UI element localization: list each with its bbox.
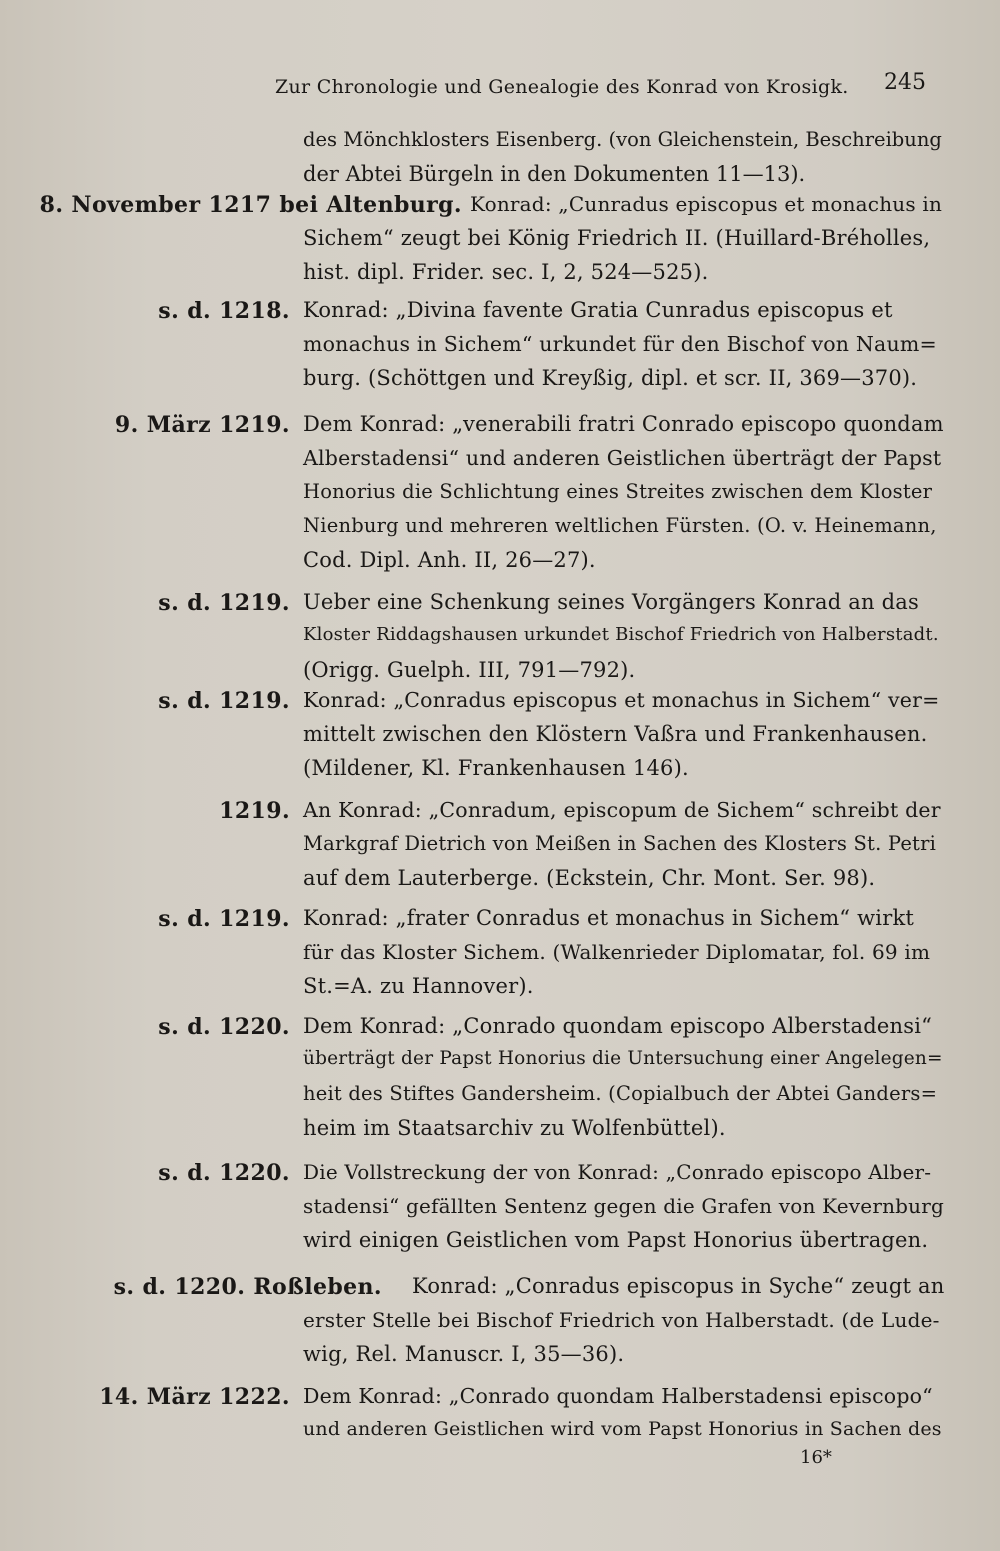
entry-text-line: Ueber eine Schenkung seines Vorgängers Konrad an das xyxy=(303,590,919,614)
entry-date: s. d. 1220. xyxy=(158,1014,290,1040)
entry-text-line: erster Stelle bei Bischof Friedrich von Halberstadt. (de Lude- xyxy=(303,1308,940,1332)
entry-text-line: Kloster Riddagshausen urkundet Bischof Friedrich von Halberstadt. xyxy=(303,624,939,645)
entry-text-line: Cod. Dipl. Anh. II, 26—27). xyxy=(303,548,596,572)
entry-date: s. d. 1219. xyxy=(158,590,290,616)
entry-text-line: Sichem“ zeugt bei König Friedrich II. (Huillard-Bréholles, xyxy=(303,226,931,250)
entry-text-line: Konrad: „frater Conradus et monachus in Sichem“ wirkt xyxy=(303,906,915,930)
text-line: der Abtei Bürgeln in den Dokumenten 11—13). xyxy=(303,162,806,186)
entry-text-line: Konrad: „Conradus episcopus et monachus in Sichem“ ver= xyxy=(303,688,940,712)
entry-text-line: wig, Rel. Manuscr. I, 35—36). xyxy=(303,1342,625,1366)
running-title: Zur Chronologie und Genealogie des Konrad von Krosigk. xyxy=(275,76,849,98)
running-header xyxy=(0,70,1000,110)
entry-text-line: Dem Konrad: „Conrado quondam episcopo Alberstadensi“ xyxy=(303,1014,933,1038)
entry-text-line: Alberstadensi“ und anderen Geistlichen überträgt der Papst xyxy=(303,446,942,470)
entry-date: 8. November 1217 bei Altenburg. xyxy=(39,192,462,218)
entry-text-line: und anderen Geistlichen wird vom Papst Honorius in Sachen des xyxy=(303,1418,942,1440)
entry-text-line: stadensi“ gefällten Sentenz gegen die Grafen von Kevernburg xyxy=(303,1194,945,1218)
entry-text-line: Konrad: „Conradus episcopus in Syche“ zeugt an xyxy=(412,1274,945,1298)
entry-text-line: mittelt zwischen den Klöstern Vaßra und Frankenhausen. xyxy=(303,722,928,746)
entry-text-line: Konrad: „Cunradus episcopus et monachus in xyxy=(470,192,943,216)
entry-text-line: Dem Konrad: „venerabili fratri Conrado episcopo quondam xyxy=(303,412,944,436)
entry-text-line: auf dem Lauterberge. (Eckstein, Chr. Mont. Ser. 98). xyxy=(303,866,876,890)
entry-date: s. d. 1220. Roßleben. xyxy=(113,1274,382,1300)
text-line: des Mönchklosters Eisenberg. (von Gleichenstein, Beschreibung xyxy=(303,128,942,151)
entry-text-line: Markgraf Dietrich von Meißen in Sachen des Klosters St. Petri xyxy=(303,832,937,855)
signature-mark: 16* xyxy=(800,1447,832,1468)
entry-text-line: burg. (Schöttgen und Kreyßig, dipl. et scr. II, 369—370). xyxy=(303,366,918,390)
entry-text-line: (Mildener, Kl. Frankenhausen 146). xyxy=(303,756,689,780)
entry-text-line: heim im Staatsarchiv zu Wolfenbüttel). xyxy=(303,1116,726,1140)
entry-text-line: (Origg. Guelph. III, 791—792). xyxy=(303,658,636,682)
entry-text-line: An Konrad: „Conradum, episcopum de Sichem“ schreibt der xyxy=(303,798,941,822)
entry-date: 9. März 1219. xyxy=(114,412,290,438)
entry-text-line: St.=A. zu Hannover). xyxy=(303,974,534,998)
page-number: 245 xyxy=(884,70,926,95)
entry-text-line: Nienburg und mehreren weltlichen Fürsten. (O. v. Heinemann, xyxy=(303,514,937,537)
entry-text-line: hist. dipl. Frider. sec. I, 2, 524—525). xyxy=(303,260,709,284)
entry-date: s. d. 1218. xyxy=(158,298,290,324)
entry-text-line: monachus in Sichem“ urkundet für den Bischof von Naum= xyxy=(303,332,937,356)
entry-date: s. d. 1220. xyxy=(158,1160,290,1186)
entry-date: s. d. 1219. xyxy=(158,906,290,932)
entry-text-line: Konrad: „Divina favente Gratia Cunradus episcopus et xyxy=(303,298,893,322)
entry-date: 1219. xyxy=(219,798,290,824)
entry-text-line: wird einigen Geistlichen vom Papst Honorius übertragen. xyxy=(303,1228,929,1252)
entry-text-line: Dem Konrad: „Conrado quondam Halberstadensi episcopo“ xyxy=(303,1384,933,1408)
entry-text-line: überträgt der Papst Honorius die Untersuchung einer Angelegen= xyxy=(303,1048,943,1069)
entry-date: s. d. 1219. xyxy=(158,688,290,714)
entry-text-line: für das Kloster Sichem. (Walkenrieder Diplomatar, fol. 69 im xyxy=(303,940,931,964)
entry-date: 14. März 1222. xyxy=(99,1384,290,1410)
entry-text-line: Honorius die Schlichtung eines Streites zwischen dem Kloster xyxy=(303,480,933,503)
entry-text-line: heit des Stiftes Gandersheim. (Copialbuch der Abtei Ganders= xyxy=(303,1082,938,1105)
entry-text-line: Die Vollstreckung der von Konrad: „Conrado episcopo Alber- xyxy=(303,1160,932,1184)
